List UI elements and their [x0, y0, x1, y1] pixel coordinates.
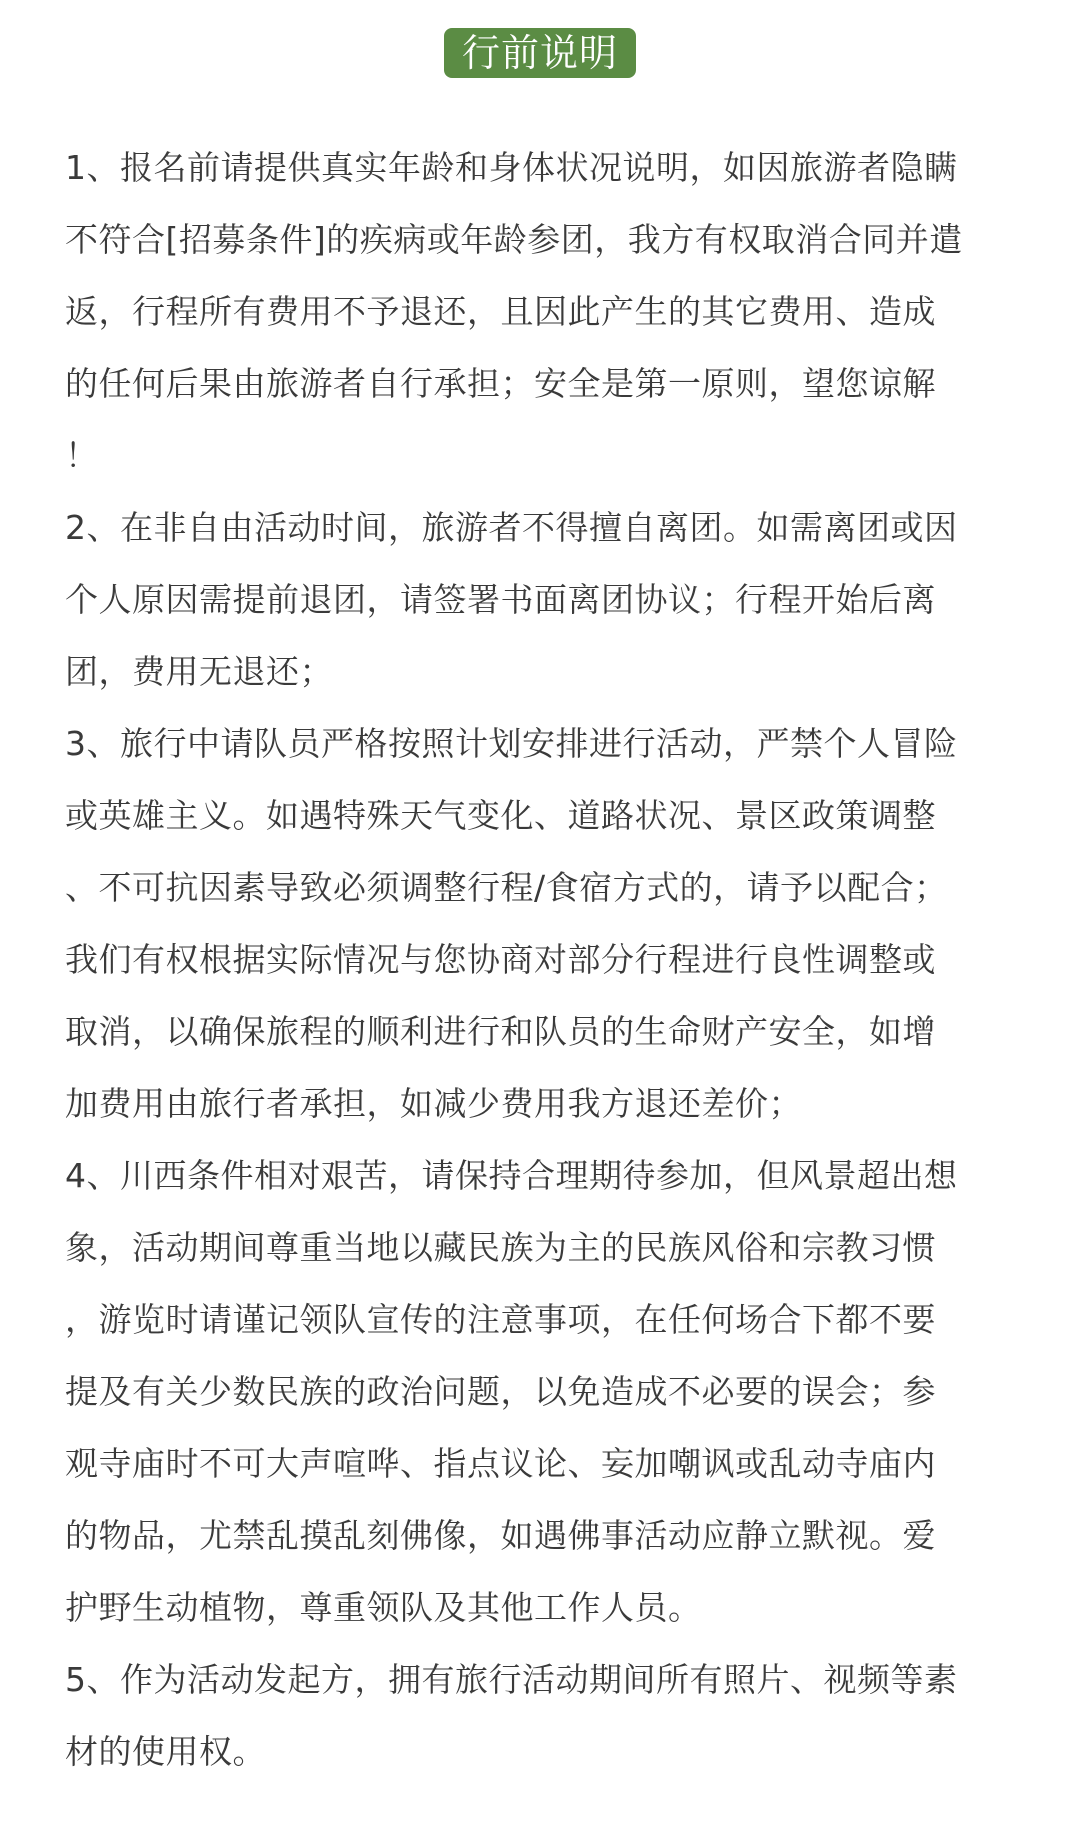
title-container [0, 28, 1080, 78]
text-line: ，游览时请谨记领队宣传的注意事项，在任何场合下都不要 [65, 1300, 936, 1339]
text-line: 我们有权根据实际情况与您协商对部分行程进行良性调整或 [65, 940, 936, 979]
notice-body [65, 132, 1025, 1788]
text-line: ！ [65, 436, 99, 475]
text-line: 材的使用权。 [65, 1732, 266, 1771]
text-line: 5、作为活动发起方，拥有旅行活动期间所有照片、视频等素 [65, 1660, 958, 1699]
text-line: 的物品，尤禁乱摸乱刻佛像，如遇佛事活动应静立默视。爱 [65, 1516, 936, 1555]
text-line: 不符合[招募条件]的疾病或年龄参团，我方有权取消合同并遣 [65, 220, 963, 259]
text-line: 团，费用无退还； [65, 652, 333, 691]
text-line: 提及有关少数民族的政治问题，以免造成不必要的误会；参 [65, 1372, 936, 1411]
text-line: 2、在非自由活动时间，旅游者不得擅自离团。如需离团或因 [65, 508, 958, 547]
text-line: 的任何后果由旅游者自行承担；安全是第一原则，望您谅解 [65, 364, 936, 403]
text-line: 象，活动期间尊重当地以藏民族为主的民族风俗和宗教习惯 [65, 1228, 936, 1267]
text-line: 、不可抗因素导致必须调整行程/食宿方式的，请予以配合； [65, 868, 948, 907]
text-line: 护野生动植物，尊重领队及其他工作人员。 [65, 1588, 702, 1627]
text-line: 个人原因需提前退团，请签署书面离团协议；行程开始后离 [65, 580, 936, 619]
page-title: 行前说明 [444, 28, 636, 78]
text-line: 4、川西条件相对艰苦，请保持合理期待参加，但风景超出想 [65, 1156, 958, 1195]
text-line: 1、报名前请提供真实年龄和身体状况说明，如因旅游者隐瞒 [65, 148, 958, 187]
text-line: 3、旅行中请队员严格按照计划安排进行活动，严禁个人冒险 [65, 724, 958, 763]
text-line: 取消，以确保旅程的顺利进行和队员的生命财产安全，如增 [65, 1012, 936, 1051]
text-line: 返，行程所有费用不予退还，且因此产生的其它费用、造成 [65, 292, 936, 331]
text-line: 加费用由旅行者承担，如减少费用我方退还差价； [65, 1084, 802, 1123]
text-line: 或英雄主义。如遇特殊天气变化、道路状况、景区政策调整 [65, 796, 936, 835]
text-line: 观寺庙时不可大声喧哗、指点议论、妄加嘲讽或乱动寺庙内 [65, 1444, 936, 1483]
